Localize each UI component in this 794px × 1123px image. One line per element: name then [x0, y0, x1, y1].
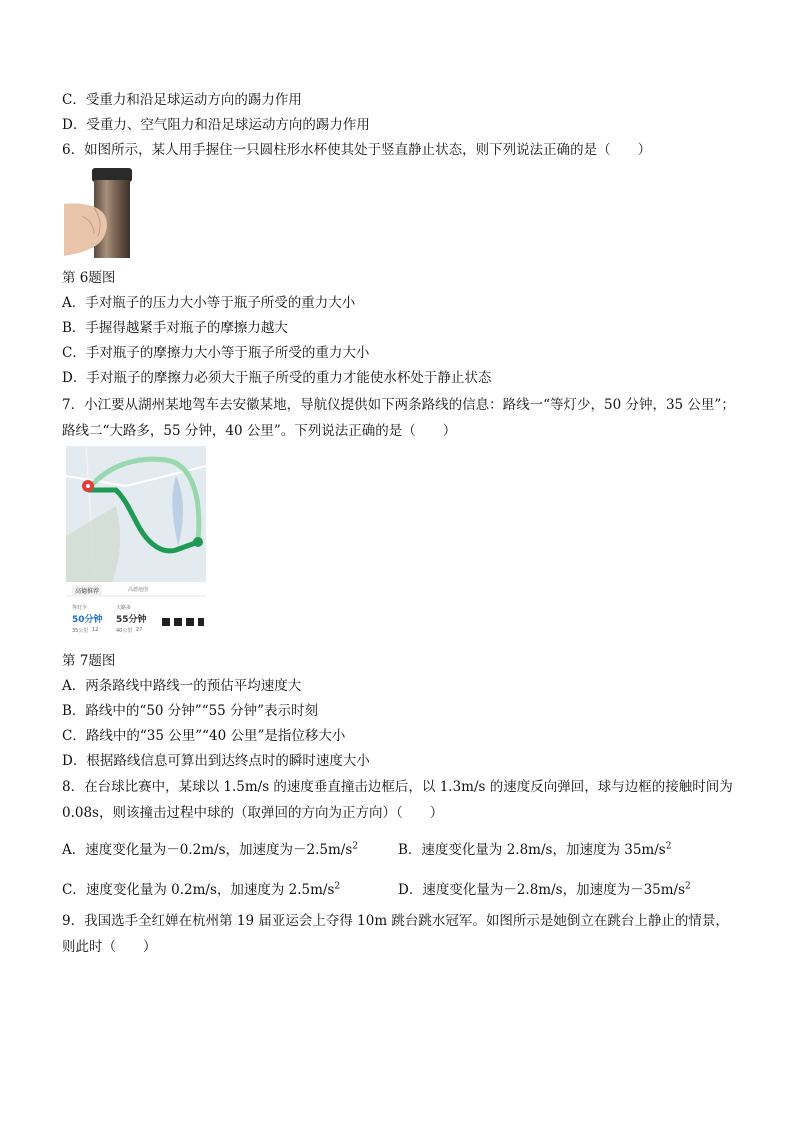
q8-option-d-exponent: 2 — [685, 881, 691, 892]
q7-option-c: C．路线中的“35 公里”“40 公里”是指位移大小 — [62, 728, 346, 744]
q7-option-b: B．路线中的“50 分钟”“55 分钟”表示时刻 — [62, 703, 318, 719]
q6-option-c: C．手对瓶子的摩擦力大小等于瓶子所受的重力大小 — [62, 345, 370, 361]
route2-tag: 大路多 — [116, 605, 132, 611]
route2-dist: 40公里 — [116, 628, 133, 634]
q8-option-a-exponent: 2 — [352, 841, 358, 852]
q6-cup-image — [64, 164, 146, 260]
q6-figure-caption: 第 6题图 — [62, 270, 116, 286]
q8-option-b: B．速度变化量为 2.8m/s，加速度为 $35m/s^2$ — [398, 841, 672, 858]
q7-option-a: A．两条路线中路线一的预估平均速度大 — [62, 678, 302, 694]
q6-stem: 6．如图所示，某人用手握住一只圆柱形水杯使其处于竖直静止状态，则下列说法正确的是（ ） — [62, 142, 652, 158]
route1-dist: 35公里 — [72, 628, 89, 634]
q6-option-a: A．手对瓶子的压力大小等于瓶子所受的重力大小 — [62, 295, 356, 311]
q7-stem: 7．小江要从湖州某地驾车去安徽某地，导航仪提供如下两条路线的信息：路线一“等灯少，50 分钟，35 公里”；路线二“大路多，55 分钟，40 公里”。下列说法正确的是（ ） — [62, 397, 735, 439]
q7-figure-caption: 第 7题图 — [62, 653, 116, 669]
route1-tag: 等灯少 — [72, 605, 88, 611]
q5-option-d: D．受重力、空气阻力和沿足球运动方向的踢力作用 — [62, 117, 370, 133]
route2-lights: 27 — [136, 627, 143, 633]
map-recommend-chip[interactable]: 高德推荐 — [72, 585, 102, 596]
map-logo-label: 高德地图 — [128, 587, 149, 593]
q5-option-c: C．受重力和沿足球运动方向的踢力作用 — [62, 92, 302, 108]
q7-map-image — [66, 446, 206, 642]
q9-stem: 9．我国选手全红婵在杭州第 19 届亚运会上夺得 10m 跳台跳水冠军。如图所示是她倒立在跳台上静止的情景，则此时（ ） — [62, 913, 729, 955]
q8-option-c: C．速度变化量为 0.2m/s，加速度为 $2.5m/s^2$ — [62, 881, 341, 898]
q7-option-d: D．根据路线信息可算出到达终点时的瞬时速度大小 — [62, 753, 370, 769]
route1-lights: 12 — [92, 627, 99, 633]
q8-option-c-exponent: 2 — [334, 881, 341, 892]
q8-option-b-exponent: 2 — [665, 841, 672, 852]
q8-stem: 8．在台球比赛中，某球以 1.5m/s 的速度垂直撞击边框后，以 1.3m/s 的速度反向弹回，球与边框的接触时间为 0.08s，则该撞击过程中球的（取弹回的方向为正方向）（ ） — [62, 779, 733, 821]
q6-option-b: B．手握得越紧手对瓶子的摩擦力越大 — [62, 320, 288, 336]
route2-time[interactable]: 55分钟 — [116, 615, 147, 625]
q8-option-a: A．速度变化量为－0.2m/s，加速度为$-2.5m/s^2$ — [62, 841, 358, 858]
route1-time[interactable]: 50分钟 — [72, 615, 103, 625]
q6-option-d: D．手对瓶子的摩擦力必须大于瓶子所受的重力才能使水杯处于静止状态 — [62, 370, 492, 386]
q8-option-d: D．速度变化量为－2.8m/s，加速度为$-35m/s^2$ — [398, 881, 691, 898]
